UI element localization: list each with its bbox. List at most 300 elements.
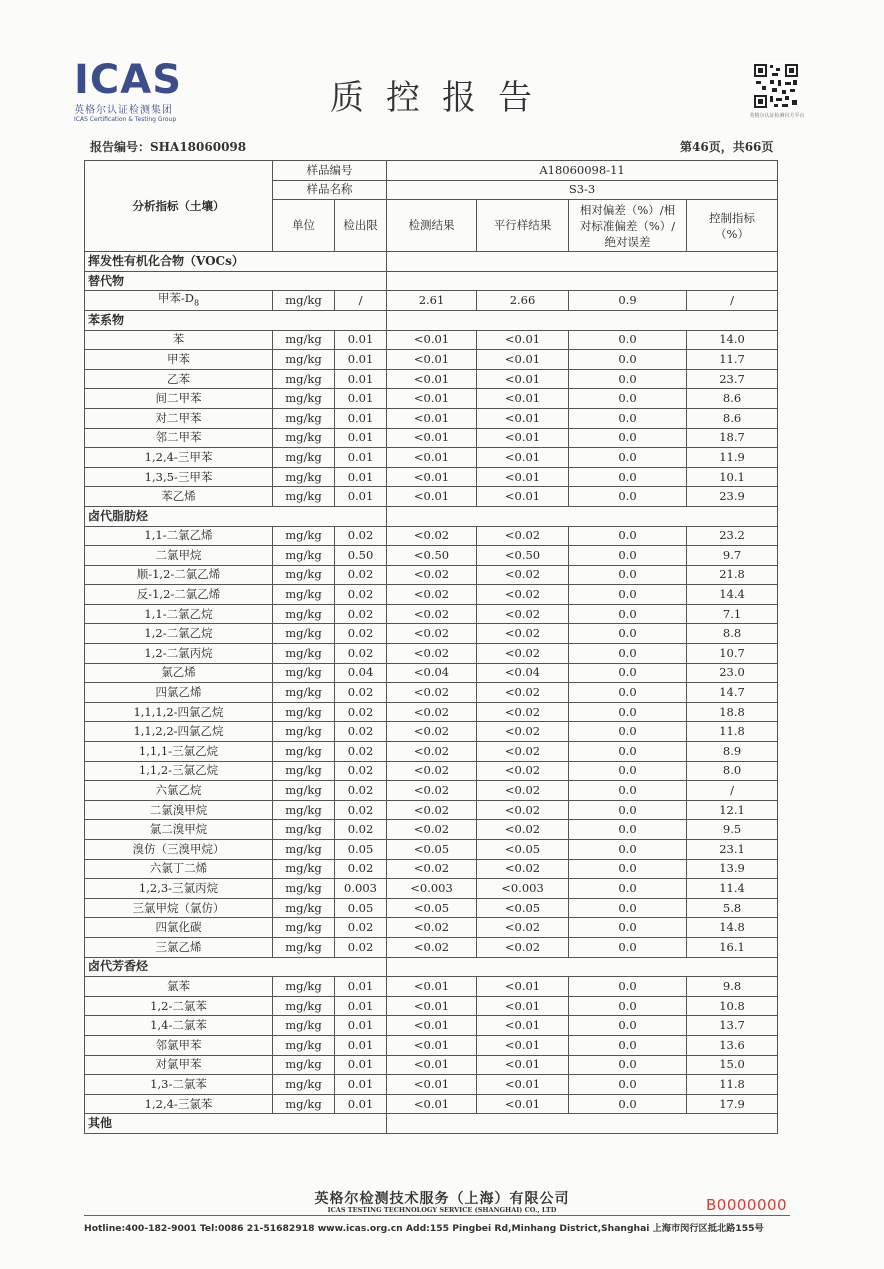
- detection-limit: 0.02: [335, 624, 387, 644]
- table-row: [85, 702, 778, 722]
- detection-limit: 0.02: [335, 761, 387, 781]
- unit: mg/kg: [273, 800, 335, 820]
- footer-company-cn: 英格尔检测技术服务（上海）有限公司: [314, 1191, 570, 1207]
- unit: mg/kg: [273, 565, 335, 585]
- result: <0.01: [387, 467, 477, 487]
- relative-deviation: 0.0: [569, 781, 687, 801]
- footer-divider: [84, 1215, 790, 1216]
- sample-no-label: 样品编号: [273, 161, 387, 181]
- unit: mg/kg: [273, 585, 335, 605]
- parallel-result: <0.02: [477, 604, 569, 624]
- table-row: [85, 937, 778, 957]
- result: <0.02: [387, 859, 477, 879]
- result: <0.02: [387, 683, 477, 703]
- parallel-result: <0.02: [477, 624, 569, 644]
- relative-deviation: 0.0: [569, 350, 687, 370]
- result: <0.02: [387, 644, 477, 664]
- logo-mark: ICAS: [74, 57, 183, 103]
- control-index: 14.4: [687, 585, 778, 605]
- compound-name: 顺-1,2-二氯乙烯: [85, 565, 273, 585]
- logo-cn: 英格尔认证检测集团: [74, 105, 173, 116]
- footer-company-en: ICAS TESTING TECHNOLOGY SERVICE (SHANGHAI) CO., LTD: [327, 1206, 557, 1214]
- table-row: [85, 722, 778, 742]
- parallel-result: <0.02: [477, 781, 569, 801]
- parallel-result: <0.01: [477, 330, 569, 350]
- control-index: 23.0: [687, 663, 778, 683]
- section-title: 卤代脂肪烃: [85, 506, 387, 526]
- result: <0.01: [387, 369, 477, 389]
- table-row: [85, 389, 778, 409]
- detection-limit: 0.02: [335, 722, 387, 742]
- parallel-result: <0.04: [477, 663, 569, 683]
- result: <0.02: [387, 585, 477, 605]
- table-row: [85, 487, 778, 507]
- detection-limit: 0.05: [335, 898, 387, 918]
- detection-limit: 0.01: [335, 350, 387, 370]
- serial-number: B0000000: [706, 1196, 788, 1214]
- compound-name: 1,1,1-三氯乙烷: [85, 742, 273, 762]
- parallel-result: <0.02: [477, 742, 569, 762]
- section-surrogate: 替代物: [85, 271, 387, 291]
- table-row: [85, 624, 778, 644]
- unit: mg/kg: [273, 840, 335, 860]
- detection-limit: 0.02: [335, 585, 387, 605]
- table-row: [85, 546, 778, 566]
- report-title: 质控报告: [330, 78, 554, 118]
- parallel-result: <0.01: [477, 996, 569, 1016]
- relative-deviation: 0.0: [569, 467, 687, 487]
- parallel-result: <0.02: [477, 761, 569, 781]
- unit: mg/kg: [273, 467, 335, 487]
- footer-contact: Hotline:400-182-9001 Tel:0086 21-51682918 www.icas.org.cn Add:155 Pingbei Rd,Minhang District,Shanghai 上海市闵行区抵北路155号: [84, 1223, 764, 1234]
- table-row: [85, 644, 778, 664]
- qr-caption: 英格尔认证检测官方平台: [749, 113, 805, 119]
- result: <0.50: [387, 546, 477, 566]
- control-index: 18.7: [687, 428, 778, 448]
- relative-deviation: 0.0: [569, 644, 687, 664]
- parallel-result: <0.01: [477, 448, 569, 468]
- section-title: 苯系物: [85, 310, 387, 330]
- unit: mg/kg: [273, 918, 335, 938]
- parallel-result: <0.50: [477, 546, 569, 566]
- detection-limit: /: [335, 291, 387, 311]
- unit: mg/kg: [273, 781, 335, 801]
- control-index: 9.7: [687, 546, 778, 566]
- relative-deviation: 0.0: [569, 624, 687, 644]
- table-row: [85, 859, 778, 879]
- parallel-result: <0.02: [477, 644, 569, 664]
- control-index: 8.6: [687, 389, 778, 409]
- col-parallel: 平行样结果: [477, 200, 569, 252]
- result: <0.01: [387, 1055, 477, 1075]
- control-index: 16.1: [687, 937, 778, 957]
- compound-name: 对二甲苯: [85, 408, 273, 428]
- parallel-result: <0.02: [477, 702, 569, 722]
- compound-name: 1,1,2-三氯乙烷: [85, 761, 273, 781]
- result: <0.01: [387, 428, 477, 448]
- result: <0.003: [387, 879, 477, 899]
- detection-limit: 0.02: [335, 800, 387, 820]
- relative-deviation: 0.0: [569, 585, 687, 605]
- result: <0.02: [387, 800, 477, 820]
- relative-deviation: 0.0: [569, 937, 687, 957]
- relative-deviation: 0.0: [569, 408, 687, 428]
- compound-name: 溴仿（三溴甲烷）: [85, 840, 273, 860]
- compound-name: 1,1,2,2-四氯乙烷: [85, 722, 273, 742]
- unit: mg/kg: [273, 389, 335, 409]
- detection-limit: 0.02: [335, 565, 387, 585]
- table-row: [85, 800, 778, 820]
- relative-deviation: 0.0: [569, 918, 687, 938]
- compound-name: 四氯乙烯: [85, 683, 273, 703]
- control-index: 23.1: [687, 840, 778, 860]
- control-index: 14.7: [687, 683, 778, 703]
- parallel-result: <0.02: [477, 722, 569, 742]
- relative-deviation: 0.0: [569, 800, 687, 820]
- relative-deviation: 0.0: [569, 1055, 687, 1075]
- sample-name-value: S3-3: [387, 180, 778, 200]
- table-row: [85, 683, 778, 703]
- unit: mg/kg: [273, 1075, 335, 1095]
- compound-name: 三氯甲烷（氯仿）: [85, 898, 273, 918]
- unit: mg/kg: [273, 977, 335, 997]
- compound-name: 乙苯: [85, 369, 273, 389]
- result: <0.02: [387, 722, 477, 742]
- result: <0.01: [387, 977, 477, 997]
- relative-deviation: 0.0: [569, 840, 687, 860]
- compound-name: 甲苯: [85, 350, 273, 370]
- detection-limit: 0.50: [335, 546, 387, 566]
- relative-deviation: 0.0: [569, 898, 687, 918]
- control-index: 23.7: [687, 369, 778, 389]
- section-row-other: [85, 1114, 778, 1134]
- result: <0.02: [387, 526, 477, 546]
- control-index: 11.8: [687, 1075, 778, 1095]
- detection-limit: 0.02: [335, 702, 387, 722]
- col-rsd: 相对偏差（%）/相对标准偏差（%）/绝对误差: [569, 200, 687, 252]
- parallel-result: <0.01: [477, 350, 569, 370]
- result: <0.02: [387, 918, 477, 938]
- control-index: 11.9: [687, 448, 778, 468]
- detection-limit: 0.01: [335, 467, 387, 487]
- compound-name: 1,1,1,2-四氯乙烷: [85, 702, 273, 722]
- parallel-result: <0.02: [477, 800, 569, 820]
- control-index: 11.7: [687, 350, 778, 370]
- unit: mg/kg: [273, 937, 335, 957]
- unit: mg/kg: [273, 761, 335, 781]
- result: <0.02: [387, 624, 477, 644]
- compound-name: 1,2-二氯乙烷: [85, 624, 273, 644]
- control-index: 17.9: [687, 1094, 778, 1114]
- compound-name: 氯二溴甲烷: [85, 820, 273, 840]
- table-row: [85, 1055, 778, 1075]
- relative-deviation: 0.0: [569, 526, 687, 546]
- page-number: 第46页，共66页: [680, 140, 774, 154]
- result: <0.01: [387, 996, 477, 1016]
- compound-name: 六氯乙烷: [85, 781, 273, 801]
- parallel-result: <0.05: [477, 840, 569, 860]
- table-row: [85, 840, 778, 860]
- table-row: [85, 585, 778, 605]
- control-index: 10.8: [687, 996, 778, 1016]
- compound-name: 1,2-二氯丙烷: [85, 644, 273, 664]
- col-unit: 单位: [273, 200, 335, 252]
- relative-deviation: 0.0: [569, 820, 687, 840]
- parallel-result: <0.01: [477, 1016, 569, 1036]
- compound-name: 二氯甲烷: [85, 546, 273, 566]
- detection-limit: 0.01: [335, 408, 387, 428]
- table-row: [85, 663, 778, 683]
- result: <0.02: [387, 820, 477, 840]
- parallel-result: <0.01: [477, 369, 569, 389]
- result: <0.01: [387, 448, 477, 468]
- header-row-sample-no: [85, 161, 778, 181]
- parallel-result: <0.02: [477, 918, 569, 938]
- result: <0.02: [387, 761, 477, 781]
- parallel-result: <0.02: [477, 859, 569, 879]
- result: <0.01: [387, 408, 477, 428]
- compound-name: 1,1-二氯乙烷: [85, 604, 273, 624]
- parallel-result: <0.01: [477, 1035, 569, 1055]
- unit: mg/kg: [273, 644, 335, 664]
- unit: mg/kg: [273, 448, 335, 468]
- param-label: 分析指标（土壤）: [85, 161, 273, 252]
- sample-name-label: 样品名称: [273, 180, 387, 200]
- compound-name: 甲苯$-D_8$: [85, 291, 273, 311]
- unit: mg/kg: [273, 526, 335, 546]
- detection-limit: 0.02: [335, 937, 387, 957]
- control-index: 10.7: [687, 644, 778, 664]
- control-index: 12.1: [687, 800, 778, 820]
- compound-name: 1,3-二氯苯: [85, 1075, 273, 1095]
- result: <0.01: [387, 487, 477, 507]
- table-row: [85, 428, 778, 448]
- unit: mg/kg: [273, 663, 335, 683]
- detection-limit: 0.01: [335, 1055, 387, 1075]
- unit: mg/kg: [273, 683, 335, 703]
- control-index: 14.0: [687, 330, 778, 350]
- relative-deviation: 0.0: [569, 546, 687, 566]
- relative-deviation: 0.0: [569, 604, 687, 624]
- section-vocs: 挥发性有机化合物（VOCs）: [85, 252, 387, 272]
- compound-name: 反-1,2-二氯乙烯: [85, 585, 273, 605]
- result: <0.05: [387, 898, 477, 918]
- control-index: 23.2: [687, 526, 778, 546]
- unit: mg/kg: [273, 428, 335, 448]
- detection-limit: 0.003: [335, 879, 387, 899]
- table-row: [85, 408, 778, 428]
- table-row: [85, 448, 778, 468]
- parallel-result: <0.01: [477, 428, 569, 448]
- qc-table: [84, 160, 778, 1134]
- parallel-result: <0.01: [477, 1055, 569, 1075]
- control-index: 23.9: [687, 487, 778, 507]
- relative-deviation: 0.0: [569, 683, 687, 703]
- control-index: /: [687, 291, 778, 311]
- unit: mg/kg: [273, 722, 335, 742]
- control-index: 11.4: [687, 879, 778, 899]
- compound-name: 对氯甲苯: [85, 1055, 273, 1075]
- detection-limit: 0.02: [335, 742, 387, 762]
- parallel-result: <0.02: [477, 565, 569, 585]
- control-index: 10.1: [687, 467, 778, 487]
- compound-name: 氯乙烯: [85, 663, 273, 683]
- compound-name: 邻氯甲苯: [85, 1035, 273, 1055]
- detection-limit: 0.01: [335, 487, 387, 507]
- relative-deviation: 0.0: [569, 369, 687, 389]
- detection-limit: 0.05: [335, 840, 387, 860]
- unit: mg/kg: [273, 546, 335, 566]
- section-row: [85, 310, 778, 330]
- compound-name: 1,1-二氯乙烯: [85, 526, 273, 546]
- relative-deviation: 0.0: [569, 977, 687, 997]
- relative-deviation: 0.0: [569, 389, 687, 409]
- detection-limit: 0.01: [335, 389, 387, 409]
- unit: mg/kg: [273, 408, 335, 428]
- table-row: [85, 1016, 778, 1036]
- relative-deviation: 0.0: [569, 742, 687, 762]
- relative-deviation: 0.0: [569, 996, 687, 1016]
- table-row: [85, 1035, 778, 1055]
- result: <0.01: [387, 389, 477, 409]
- unit: mg/kg: [273, 1094, 335, 1114]
- table-row: [85, 330, 778, 350]
- unit: mg/kg: [273, 291, 335, 311]
- detection-limit: 0.02: [335, 644, 387, 664]
- table-row: [85, 977, 778, 997]
- parallel-result: <0.003: [477, 879, 569, 899]
- unit: mg/kg: [273, 350, 335, 370]
- result: <0.01: [387, 350, 477, 370]
- control-index: 11.8: [687, 722, 778, 742]
- detection-limit: 0.01: [335, 369, 387, 389]
- control-index: 8.0: [687, 761, 778, 781]
- table-row: [85, 604, 778, 624]
- parallel-result: <0.05: [477, 898, 569, 918]
- unit: mg/kg: [273, 702, 335, 722]
- detection-limit: 0.02: [335, 859, 387, 879]
- detection-limit: 0.01: [335, 1094, 387, 1114]
- qr-code-icon: [752, 62, 800, 110]
- table-row: [85, 996, 778, 1016]
- detection-limit: 0.02: [335, 683, 387, 703]
- compound-name: 苯乙烯: [85, 487, 273, 507]
- control-index: 8.8: [687, 624, 778, 644]
- table-row: [85, 879, 778, 899]
- control-index: 21.8: [687, 565, 778, 585]
- compound-name: 1,2-二氯苯: [85, 996, 273, 1016]
- table-row: [85, 350, 778, 370]
- unit: mg/kg: [273, 820, 335, 840]
- unit: mg/kg: [273, 898, 335, 918]
- compound-name: 六氯丁二烯: [85, 859, 273, 879]
- unit: mg/kg: [273, 624, 335, 644]
- detection-limit: 0.01: [335, 428, 387, 448]
- relative-deviation: 0.0: [569, 487, 687, 507]
- compound-name: 四氯化碳: [85, 918, 273, 938]
- detection-limit: 0.02: [335, 918, 387, 938]
- parallel-result: <0.01: [477, 487, 569, 507]
- unit: mg/kg: [273, 996, 335, 1016]
- parallel-result: <0.01: [477, 408, 569, 428]
- compound-name: 二氯溴甲烷: [85, 800, 273, 820]
- relative-deviation: 0.0: [569, 859, 687, 879]
- result: <0.01: [387, 1075, 477, 1095]
- relative-deviation: 0.0: [569, 663, 687, 683]
- control-index: 8.9: [687, 742, 778, 762]
- result: <0.02: [387, 781, 477, 801]
- control-index: /: [687, 781, 778, 801]
- result: 2.61: [387, 291, 477, 311]
- relative-deviation: 0.0: [569, 1094, 687, 1114]
- table-row: [85, 761, 778, 781]
- result: <0.02: [387, 702, 477, 722]
- parallel-result: <0.02: [477, 526, 569, 546]
- parallel-result: <0.01: [477, 1094, 569, 1114]
- company-logo: [74, 57, 186, 123]
- relative-deviation: 0.0: [569, 1075, 687, 1095]
- parallel-result: <0.02: [477, 683, 569, 703]
- parallel-result: <0.01: [477, 467, 569, 487]
- detection-limit: 0.02: [335, 526, 387, 546]
- result: <0.01: [387, 1094, 477, 1114]
- detection-limit: 0.01: [335, 448, 387, 468]
- report-number: 报告编号：SHA18060098: [90, 140, 247, 154]
- compound-name: 1,4-二氯苯: [85, 1016, 273, 1036]
- table-row: [85, 898, 778, 918]
- relative-deviation: 0.0: [569, 1035, 687, 1055]
- control-index: 15.0: [687, 1055, 778, 1075]
- table-row: [85, 781, 778, 801]
- section-row-surrogate: [85, 271, 778, 291]
- control-index: 13.6: [687, 1035, 778, 1055]
- control-index: 14.8: [687, 918, 778, 938]
- result: <0.04: [387, 663, 477, 683]
- control-index: 8.6: [687, 408, 778, 428]
- unit: mg/kg: [273, 859, 335, 879]
- compound-name: 邻二甲苯: [85, 428, 273, 448]
- table-row: [85, 918, 778, 938]
- detection-limit: 0.01: [335, 977, 387, 997]
- detection-limit: 0.02: [335, 820, 387, 840]
- unit: mg/kg: [273, 1035, 335, 1055]
- result: <0.02: [387, 565, 477, 585]
- unit: mg/kg: [273, 1055, 335, 1075]
- section-title: 卤代芳香烃: [85, 957, 387, 977]
- relative-deviation: 0.0: [569, 702, 687, 722]
- logo-en: ICAS Certification & Testing Group: [74, 116, 177, 123]
- result: <0.02: [387, 937, 477, 957]
- table-row: [85, 291, 778, 311]
- compound-name: 1,3,5-三甲苯: [85, 467, 273, 487]
- detection-limit: 0.04: [335, 663, 387, 683]
- detection-limit: 0.02: [335, 781, 387, 801]
- compound-name: 1,2,3-三氯丙烷: [85, 879, 273, 899]
- section-row: [85, 506, 778, 526]
- result: <0.01: [387, 1035, 477, 1055]
- control-index: 9.8: [687, 977, 778, 997]
- control-index: 5.8: [687, 898, 778, 918]
- detection-limit: 0.01: [335, 330, 387, 350]
- result: <0.01: [387, 1016, 477, 1036]
- unit: mg/kg: [273, 330, 335, 350]
- relative-deviation: 0.0: [569, 565, 687, 585]
- sample-no-value: A18060098-11: [387, 161, 778, 181]
- relative-deviation: 0.9: [569, 291, 687, 311]
- section-row: [85, 957, 778, 977]
- unit: mg/kg: [273, 1016, 335, 1036]
- control-index: 13.7: [687, 1016, 778, 1036]
